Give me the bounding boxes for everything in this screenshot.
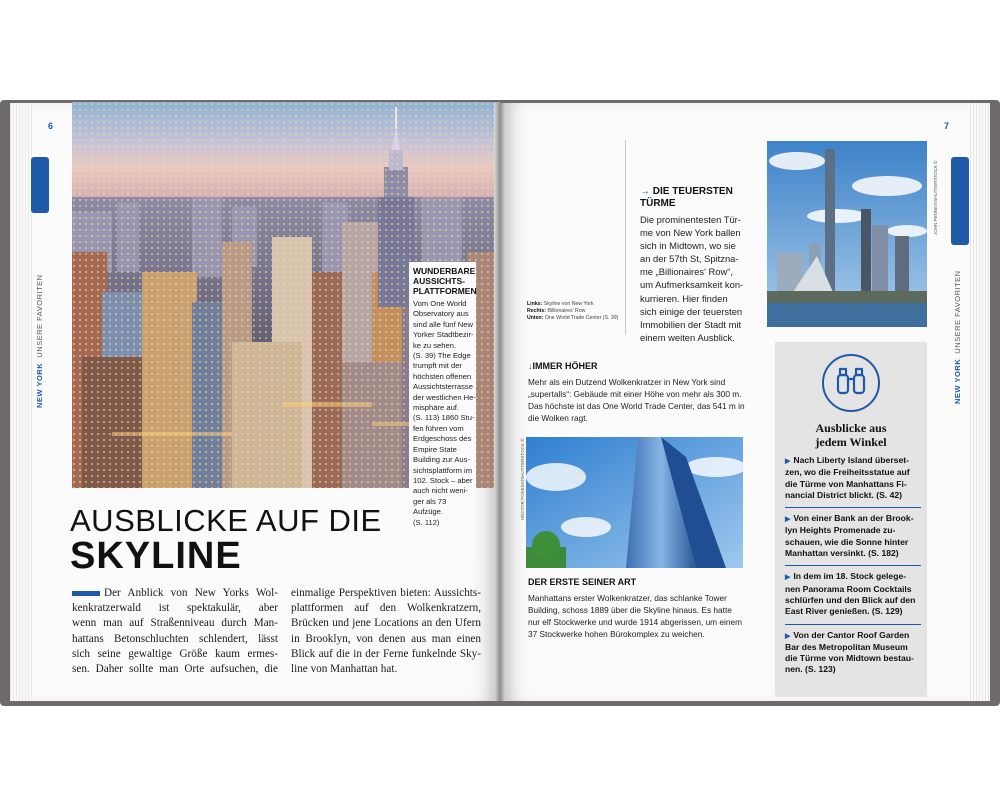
intro-line: plattformen auf den Wolkenkratzern,: [291, 602, 481, 615]
intro-line: Der Anblick von New Yorks Wol-: [72, 586, 278, 601]
sidebox-item: [785, 508, 921, 559]
one-world-trade-center-photo: [526, 437, 743, 568]
teuersten-line: sich einige der teuersten: [640, 305, 743, 317]
intro-line: Blick auf die in der Ferne funkelnde Sky-: [291, 647, 481, 660]
arrow-right-icon: →: [640, 186, 650, 197]
teuersten-line: sich in Midtown, wo sie: [640, 240, 736, 252]
intro-line: in Brooklyn, von denen aus man einen: [291, 632, 481, 645]
caption-line: auch nicht weni-: [413, 486, 468, 496]
book-gutter: [494, 103, 506, 701]
caption-line: fen führen vom: [413, 423, 464, 433]
teuersten-line: Die prominentesten Tür-: [640, 214, 741, 225]
sidebox-item-line: nancial District blickt. (S. 42): [785, 489, 903, 500]
hoeher-section: [528, 360, 753, 424]
erste-line: Manhattans erster Wolkenkratzer, das schlanke Tower: [528, 593, 727, 603]
erste-line: Building, schoss 1889 über die Skyline hinaus. Es hatte: [528, 605, 732, 616]
triangle-bullet-icon: ▶: [785, 458, 791, 465]
intro-line: hattans Betonschluchten schlendert, lässt: [72, 632, 278, 645]
sidebox-item-line: Manhattan versinkt. (S. 182): [785, 548, 899, 559]
sidebox-item-line: schauen, wie die Sonne hinter: [785, 536, 909, 547]
hoeher-line: Das höchste ist das One World Trade Center, das 541 m in: [528, 401, 745, 412]
sidebox-item-line: ▶ Von der Cantor Roof Garden: [785, 629, 910, 640]
intro-line: sen. Daher sollte man Orte aufsuchen, die: [72, 663, 278, 676]
teuersten-line: me „Billionaires' Row“,: [640, 266, 733, 278]
running-head-city: NEW YORK: [953, 358, 962, 404]
intro-line: line von Manhattan hat.: [291, 663, 398, 676]
caption-line: Erdgeschoss des: [413, 434, 472, 444]
teuersten-line: Immobilien der Stadt mit: [640, 318, 742, 330]
caption-line: sichtsplattform im: [413, 465, 473, 475]
sidebox-ausblicke: [775, 342, 927, 697]
running-head-section: UNSERE FAVORITEN: [953, 270, 962, 354]
binoculars-icon: [821, 353, 881, 413]
photo-credit-wtc: HÉCTOR POVEDA/SHUTTERSTOCK ©: [520, 438, 525, 520]
headline-line1: AUSBLICKE AUF DIE: [70, 503, 382, 538]
caption-line: (S. 112): [413, 517, 440, 527]
running-head-right: [953, 270, 962, 404]
sidebox-item: [785, 450, 921, 501]
caption-line: Building zur Aus-: [413, 455, 470, 465]
credit-line: Links: Skyline von New York: [527, 301, 594, 307]
sidebox-item-line: zen, wo die Freiheitsstatue auf: [785, 467, 910, 478]
sidebox-item: [785, 625, 921, 676]
teuersten-text: [640, 213, 760, 344]
teuersten-section: [640, 186, 760, 344]
sidebox-item: [785, 566, 921, 617]
caption-line: 102. Stock – aber: [413, 475, 473, 485]
running-head-city: NEW YORK: [35, 362, 44, 408]
teuersten-title: → DIE TEUERSTEN: [640, 186, 733, 197]
photo-credits: [527, 301, 618, 323]
intro-line: einmalige Perspektiven bieten: Aussichts-: [291, 587, 481, 599]
hoeher-line: „supertalls“: Gebäude mit einer Höhe von mehr als 300 m.: [528, 389, 742, 400]
caption-line: trumpft mit der: [413, 361, 462, 371]
sidebox-item-line: East River genießen. (S. 129): [785, 606, 903, 617]
caption-line: Empire State: [413, 444, 457, 454]
triangle-bullet-icon: ▶: [785, 632, 791, 640]
sidebox-item-line: nen Panorama Room Cocktails: [785, 583, 912, 594]
hoeher-line: die Wolken ragt.: [528, 413, 588, 424]
page-number-right: 7: [944, 121, 950, 131]
hoeher-line: Mehr als ein Dutzend Wolkenkratzer in New York sind: [528, 377, 726, 387]
triangle-bullet-icon: ▶: [785, 574, 791, 582]
intro-column-1: [72, 586, 278, 677]
teuersten-line: kurrieren. Hier finden: [640, 292, 728, 304]
erste-section: [528, 576, 758, 640]
caption-title: WUNDERBARE AUSSICHTS-PLATTFORMEN: [413, 266, 477, 296]
sidebox-item-line: die Türme von Midtown bestau-: [785, 653, 914, 664]
erste-line: 37 Stockwerke hohen Bürokomplex zu weichen.: [528, 629, 705, 640]
teuersten-line: einem weiten Ausblick.: [640, 331, 735, 343]
sidebox-item-line: ▶ Nach Liberty Island überset-: [785, 455, 909, 465]
chapter-tab-left: [31, 157, 49, 213]
sidebox-item-line: lyn Heights Promenade zu-: [785, 525, 896, 536]
caption-box: [409, 262, 476, 562]
sidebox-title: Ausblicke aus jedem Winkel: [815, 421, 887, 449]
intro-line: wenn man auf Straßenniveau durch Man-: [72, 617, 278, 630]
teuersten-line: me von New York ballen: [640, 227, 741, 239]
page-number-left: 6: [48, 121, 54, 131]
hoeher-text: [528, 376, 753, 424]
caption-line: Vom One World: [413, 299, 467, 308]
credit-line: Rechts: Billionaires' Row: [527, 308, 586, 315]
caption-line: ger als 73 Aufzüge.: [413, 496, 447, 517]
caption-line: misphäre auf.: [413, 403, 460, 413]
running-head-left: [35, 274, 44, 408]
headline-line2: SKYLINE: [70, 535, 242, 577]
sidebox-item-line: ▶ In dem im 18. Stock gelege-: [785, 571, 907, 582]
sidebox-item-line: nen. (S. 123): [785, 664, 836, 675]
arrow-down-icon: ↓: [528, 361, 533, 371]
photo-credit-billionaires: JOHN PENNEY/SHUTTERSTOCK ©: [933, 160, 938, 235]
erste-line: nur elf Stockwerke und wurde 1914 abgerissen, um einem: [528, 617, 742, 628]
sidebox-item-line: Bar des Metropolitan Museum: [785, 641, 908, 652]
caption-line: Yorker Stadtbezir-: [413, 330, 474, 340]
sidebox-item-line: die Türme von Manhattans Fi-: [785, 478, 907, 489]
lead-bar: [72, 591, 100, 596]
sidebox-item-line: ▶ Von einer Bank an der Brook-: [785, 513, 914, 524]
caption-line: (S. 113) 1860 Stu-: [413, 413, 475, 423]
caption-line: ke zu sehen.: [413, 340, 457, 350]
caption-line: sind alle fünf New: [413, 319, 473, 329]
credit-line: Unten: One World Trade Center (S. 39): [527, 315, 619, 322]
teuersten-line: an der 57th St, Spitzna-: [640, 253, 739, 265]
erste-title: DER ERSTE SEINER ART: [528, 577, 637, 587]
intro-line: sich seine gewaltige Größe kaum ermes-: [72, 647, 278, 660]
intro-column-2: [291, 586, 481, 677]
page-edges-left: [10, 103, 32, 701]
intro-line: Brücken und jene Locations an den Ufern: [291, 617, 481, 630]
caption-line: der westlichen He-: [413, 392, 476, 402]
billionaires-row-photo: [767, 141, 927, 327]
chapter-tab-right: [951, 157, 969, 245]
erste-text: [528, 592, 758, 640]
teuersten-line: um Aufmerksamkeit kon-: [640, 279, 744, 291]
column-divider: [625, 140, 626, 335]
sidebox-list: [785, 450, 921, 676]
hoeher-title: ↓IMMER HÖHER: [528, 361, 598, 371]
caption-line: höchsten offenen: [413, 371, 472, 381]
teuersten-title-2: TÜRME: [640, 198, 676, 209]
intro-line: kenkratzerwald ist spektakulär, aber: [72, 602, 278, 615]
caption-line: (S. 39) The Edge: [413, 351, 471, 361]
caption-text: [413, 299, 476, 528]
running-head-section: UNSERE FAVORITEN: [35, 274, 44, 358]
caption-line: Aussichtsterrasse: [413, 382, 473, 392]
page-edges-right: [968, 103, 990, 701]
sidebox-item-line: schlürfen und den Blick auf den: [785, 594, 916, 605]
triangle-bullet-icon: ▶: [785, 516, 791, 524]
caption-line: Observatory aus: [413, 309, 469, 319]
